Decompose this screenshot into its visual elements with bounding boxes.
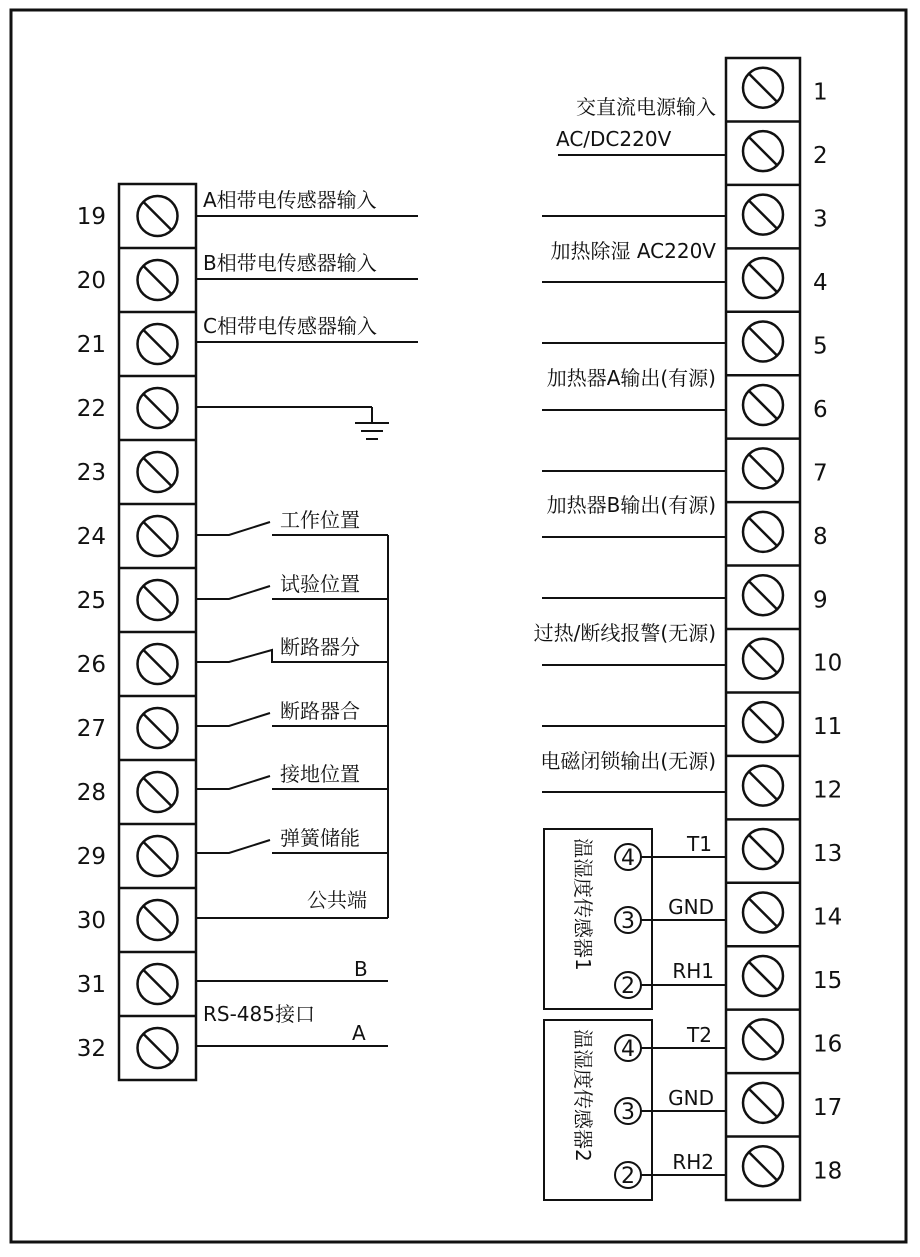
rs485-label: RS-485接口 [203,1002,315,1026]
terminal-number: 22 [76,396,106,422]
terminal-screw-icon [743,512,783,552]
sensor1-signal-gnd: GND [668,895,714,919]
sensor1-pin-3: 3 [621,909,635,934]
terminal-number: 31 [76,972,106,998]
terminal-number: 21 [76,332,106,358]
terminal-number: 15 [813,967,843,994]
terminal-screw-icon [743,385,783,425]
terminal-screw-icon [138,580,178,620]
common-terminal-label: 公共端 [307,888,367,912]
sensor2-signal-gnd: GND [668,1086,714,1110]
terminal-number: 5 [813,333,828,360]
sensor2-title: 温湿度传感器2 [571,1029,595,1162]
terminal-screw-icon [138,388,178,428]
sensor1-pin-2: 2 [621,974,635,999]
terminal-number: 11 [813,714,843,741]
terminal-screw-icon [138,644,178,684]
sensor1-signal-t1: T1 [687,832,712,856]
terminal-number: 30 [76,908,106,934]
sensor1-title: 温湿度传感器1 [571,838,595,971]
terminal-number: 13 [813,841,843,868]
terminal-screw-icon [138,196,178,236]
terminal-number: 16 [813,1031,843,1058]
em-lock-label: 电磁闭锁输出(无源) [540,749,716,773]
terminal-number: 1 [813,79,828,106]
terminal-screw-icon [743,702,783,742]
sensor-input-b-label: B相带电传感器输入 [203,251,377,275]
terminal-number: 6 [813,396,828,423]
terminal-number: 7 [813,460,828,487]
sensor-input-c-label: C相带电传感器输入 [203,314,377,338]
terminal-number: 9 [813,587,828,614]
sensor2-box [544,1020,652,1200]
terminal-number: 27 [76,716,106,742]
left-terminal-block [77,184,196,1080]
sensor-input-a-label: A相带电传感器输入 [203,188,377,212]
power-voltage-label: AC/DC220V [556,127,672,151]
terminal-screw-icon [743,893,783,933]
terminal-screw-icon [138,772,178,812]
heater-a-label: 加热器A输出(有源) [546,366,716,390]
terminal-screw-icon [138,1028,178,1068]
sensor2-pin-2: 2 [621,1164,635,1189]
rs485-a-label: A [352,1021,366,1045]
terminal-number: 14 [813,904,843,931]
terminal-number: 24 [76,524,106,550]
sensor2-signal-t2: T2 [687,1023,712,1047]
terminal-screw-icon [138,516,178,556]
right-wires [542,60,726,792]
terminal-number: 17 [813,1094,843,1121]
terminal-number: 29 [76,844,106,870]
terminal-screw-icon [743,1083,783,1123]
terminal-screw-icon [138,708,178,748]
terminal-number: 26 [76,652,106,678]
terminal-screw-icon [743,1146,783,1186]
terminal-number: 23 [76,460,106,486]
power-input-label: 交直流电源输入 [576,95,716,119]
terminal-number: 19 [76,204,106,230]
temp-humidity-sensor-1 [544,829,726,1009]
terminal-screw-icon [138,900,178,940]
terminal-number: 10 [813,650,843,677]
switch-label-ground: 接地位置 [280,762,360,786]
terminal-number: 32 [76,1036,106,1062]
heating-dehumid-label: 加热除湿 AC220V [550,239,716,263]
overheat-alarm-label: 过热/断线报警(无源) [533,621,716,645]
temp-humidity-sensor-2 [544,1020,726,1200]
ground-icon [196,407,389,439]
sensor1-box [544,829,652,1009]
terminal-number: 28 [76,780,106,806]
right-terminal-block [726,58,842,1200]
terminal-screw-icon [743,68,783,108]
terminal-number: 25 [76,588,106,614]
switch-label-close: 断路器合 [280,699,360,723]
terminal-screw-icon [743,956,783,996]
terminal-screw-icon [138,324,178,364]
terminal-number: 12 [813,777,843,804]
sensor1-signal-rh1: RH1 [672,959,714,983]
sensor2-pin-3: 3 [621,1100,635,1125]
terminal-screw-icon [743,575,783,615]
sensor2-signal-rh2: RH2 [672,1150,714,1174]
switch-label-open: 断路器分 [280,635,360,659]
terminal-screw-icon [743,322,783,362]
terminal-number: 18 [813,1158,843,1185]
terminal-screw-icon [138,964,178,1004]
heater-b-label: 加热器B输出(有源) [546,493,716,517]
terminal-screw-icon [743,195,783,235]
terminal-screw-icon [138,260,178,300]
switch-label-test: 试验位置 [280,572,360,596]
terminal-screw-icon [743,258,783,298]
sensor1-pin-4: 4 [621,846,635,871]
terminal-screw-icon [743,766,783,806]
terminal-screw-icon [138,836,178,876]
terminal-screw-icon [743,448,783,488]
terminal-number: 3 [813,206,828,233]
terminal-screw-icon [743,131,783,171]
terminal-number: 2 [813,143,828,170]
terminal-number: 4 [813,270,828,297]
terminal-number: 20 [76,268,106,294]
sensor2-pin-4: 4 [621,1037,635,1062]
terminal-screw-icon [743,1019,783,1059]
switch-label-work: 工作位置 [280,508,360,532]
terminal-screw-icon [138,452,178,492]
terminal-screw-icon [743,829,783,869]
switch-label-spring: 弹簧储能 [280,826,360,850]
terminal-screw-icon [743,639,783,679]
rs485-b-label: B [354,957,368,981]
terminal-number: 8 [813,523,828,550]
